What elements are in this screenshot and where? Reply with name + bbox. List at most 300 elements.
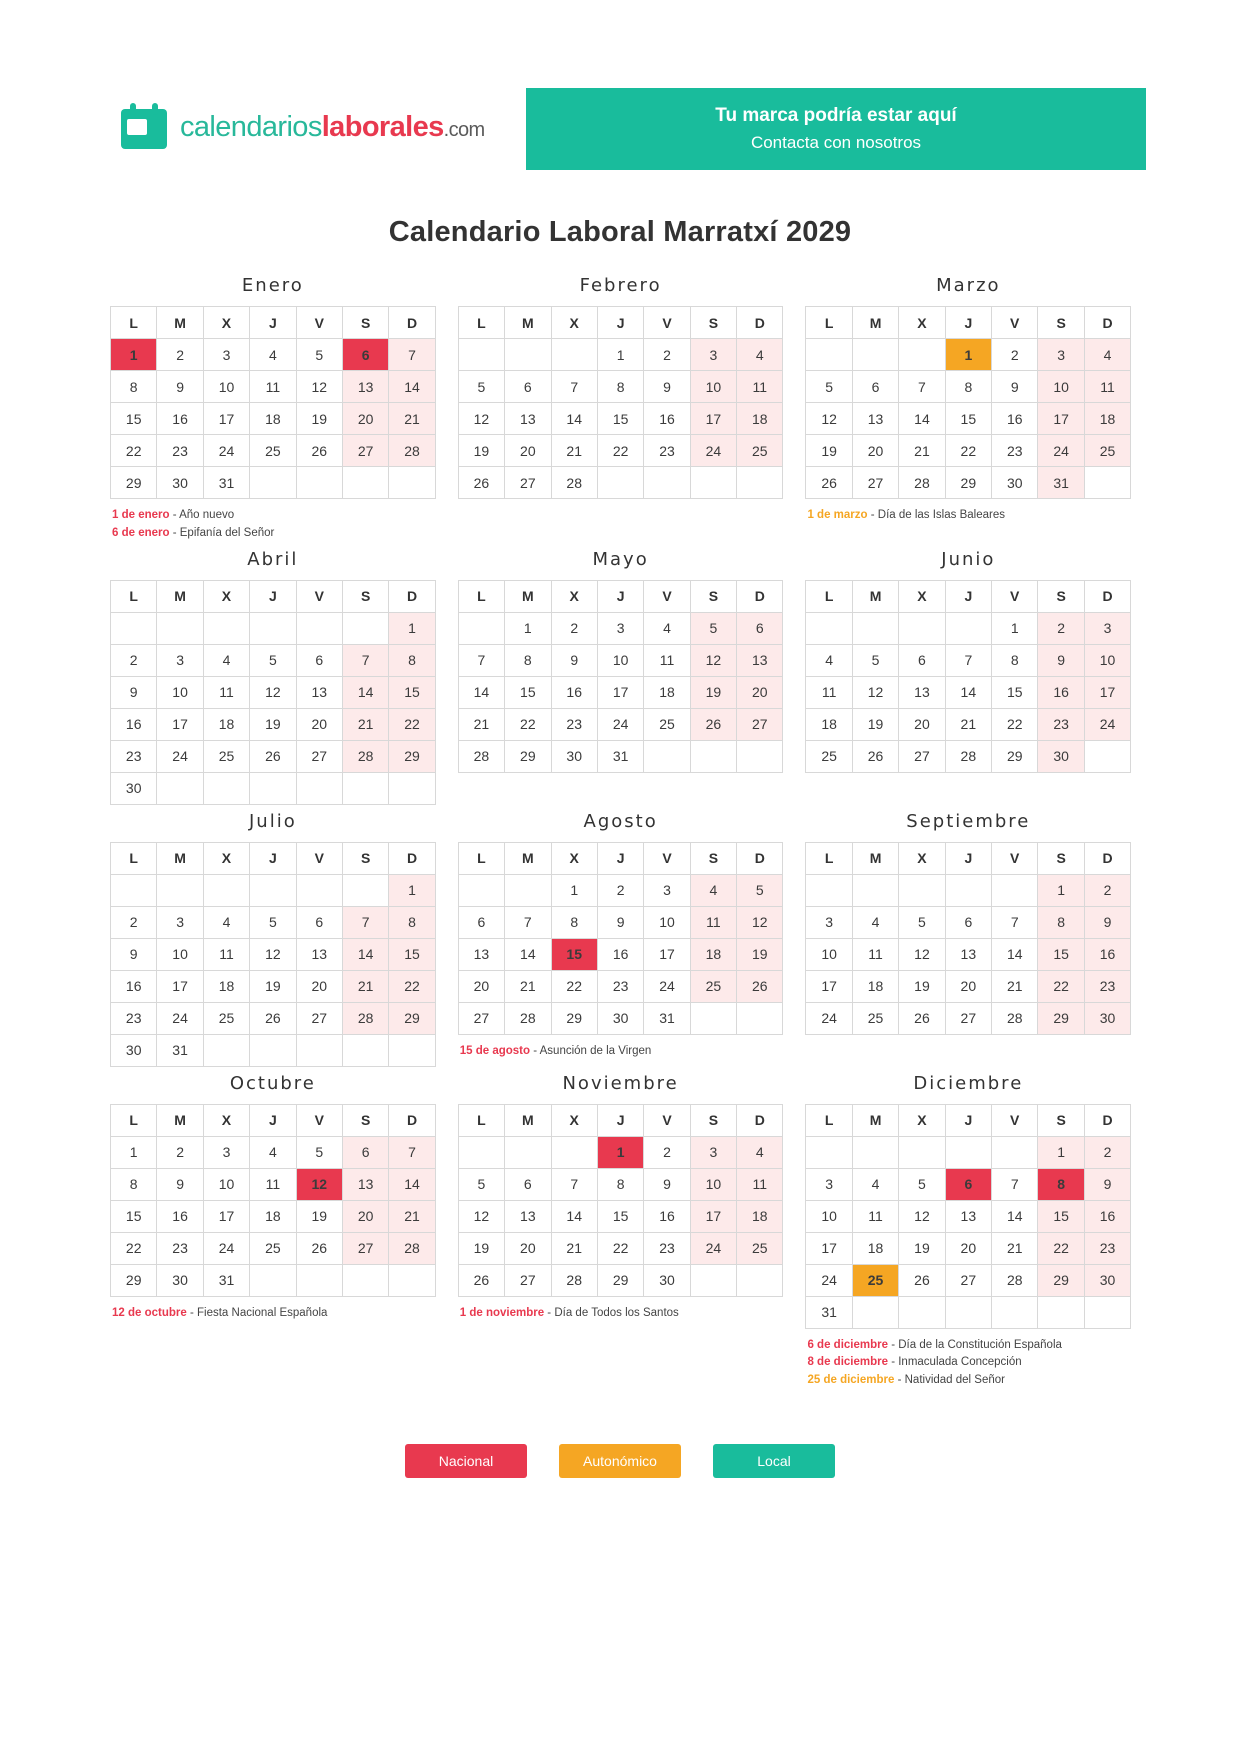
day-cell[interactable]: 25 xyxy=(737,435,783,467)
day-cell[interactable]: 7 xyxy=(945,644,991,676)
day-cell[interactable]: 4 xyxy=(203,644,249,676)
day-cell[interactable]: 5 xyxy=(296,339,342,371)
day-cell[interactable]: 15 xyxy=(945,403,991,435)
day-cell[interactable]: 24 xyxy=(157,740,203,772)
day-cell[interactable]: 9 xyxy=(1038,644,1084,676)
day-cell[interactable]: 25 xyxy=(203,1002,249,1034)
day-cell[interactable]: 24 xyxy=(690,1232,736,1264)
day-cell[interactable]: 30 xyxy=(644,1264,690,1296)
day-cell[interactable]: 1 xyxy=(505,612,551,644)
day-cell[interactable]: 30 xyxy=(157,1264,203,1296)
day-cell[interactable]: 14 xyxy=(342,938,388,970)
day-cell[interactable]: 19 xyxy=(250,708,296,740)
day-cell[interactable]: 23 xyxy=(111,740,157,772)
day-cell[interactable]: 14 xyxy=(992,938,1038,970)
day-cell[interactable]: 24 xyxy=(1038,435,1084,467)
day-cell[interactable]: 17 xyxy=(1038,403,1084,435)
day-cell[interactable]: 15 xyxy=(111,403,157,435)
day-cell[interactable]: 31 xyxy=(203,1264,249,1296)
day-cell[interactable]: 26 xyxy=(250,1002,296,1034)
day-cell[interactable]: 1 xyxy=(389,612,435,644)
day-cell[interactable]: 28 xyxy=(389,1232,435,1264)
day-cell[interactable]: 3 xyxy=(690,1136,736,1168)
day-cell[interactable]: 16 xyxy=(551,676,597,708)
day-cell[interactable]: 21 xyxy=(342,970,388,1002)
day-cell[interactable]: 4 xyxy=(250,339,296,371)
day-cell[interactable]: 2 xyxy=(1084,1136,1130,1168)
day-cell[interactable]: 9 xyxy=(1084,906,1130,938)
day-cell[interactable]: 3 xyxy=(806,1168,852,1200)
day-cell[interactable]: 2 xyxy=(644,339,690,371)
day-cell[interactable]: 30 xyxy=(1084,1002,1130,1034)
day-cell[interactable]: 17 xyxy=(203,403,249,435)
day-cell[interactable]: 26 xyxy=(899,1264,945,1296)
day-cell[interactable]: 23 xyxy=(1084,970,1130,1002)
day-cell[interactable]: 3 xyxy=(157,644,203,676)
day-cell[interactable]: 12 xyxy=(458,1200,504,1232)
day-cell[interactable]: 13 xyxy=(296,938,342,970)
day-cell[interactable]: 31 xyxy=(1038,467,1084,499)
day-cell[interactable]: 11 xyxy=(852,938,898,970)
day-cell[interactable]: 20 xyxy=(458,970,504,1002)
day-cell[interactable]: 27 xyxy=(737,708,783,740)
day-cell[interactable]: 19 xyxy=(899,970,945,1002)
day-cell[interactable]: 2 xyxy=(992,339,1038,371)
day-cell[interactable]: 15 xyxy=(1038,1200,1084,1232)
day-cell[interactable]: 5 xyxy=(737,874,783,906)
day-cell[interactable]: 8 xyxy=(389,906,435,938)
day-cell[interactable]: 21 xyxy=(551,1232,597,1264)
day-cell[interactable]: 7 xyxy=(992,906,1038,938)
day-cell[interactable]: 3 xyxy=(597,612,643,644)
day-cell[interactable]: 10 xyxy=(1084,644,1130,676)
day-cell[interactable]: 4 xyxy=(737,1136,783,1168)
day-cell[interactable]: 10 xyxy=(203,371,249,403)
day-cell[interactable]: 28 xyxy=(551,1264,597,1296)
day-cell[interactable]: 4 xyxy=(644,612,690,644)
day-cell[interactable]: 13 xyxy=(852,403,898,435)
day-cell[interactable]: 29 xyxy=(945,467,991,499)
day-cell[interactable]: 24 xyxy=(157,1002,203,1034)
day-cell[interactable]: 20 xyxy=(342,1200,388,1232)
day-cell[interactable]: 29 xyxy=(389,740,435,772)
day-cell[interactable]: 13 xyxy=(505,1200,551,1232)
day-cell[interactable]: 3 xyxy=(1084,612,1130,644)
day-cell[interactable]: 14 xyxy=(551,1200,597,1232)
day-cell[interactable]: 8 xyxy=(597,371,643,403)
day-cell[interactable]: 24 xyxy=(690,435,736,467)
day-cell[interactable]: 17 xyxy=(806,970,852,1002)
day-cell[interactable]: 19 xyxy=(296,1200,342,1232)
day-cell[interactable]: 23 xyxy=(157,435,203,467)
day-cell[interactable]: 19 xyxy=(296,403,342,435)
day-cell[interactable]: 7 xyxy=(342,906,388,938)
day-cell[interactable]: 9 xyxy=(111,938,157,970)
day-cell[interactable]: 1 xyxy=(1038,1136,1084,1168)
day-cell[interactable]: 27 xyxy=(505,467,551,499)
day-cell[interactable]: 4 xyxy=(690,874,736,906)
day-cell[interactable]: 18 xyxy=(806,708,852,740)
day-cell[interactable]: 18 xyxy=(690,938,736,970)
day-cell[interactable]: 21 xyxy=(992,970,1038,1002)
day-cell[interactable]: 16 xyxy=(157,1200,203,1232)
day-cell[interactable]: 19 xyxy=(690,676,736,708)
day-cell[interactable]: 28 xyxy=(551,467,597,499)
day-cell[interactable]: 16 xyxy=(1084,1200,1130,1232)
day-cell[interactable]: 15 xyxy=(505,676,551,708)
day-cell[interactable]: 4 xyxy=(250,1136,296,1168)
day-cell[interactable]: 6 xyxy=(505,1168,551,1200)
day-cell[interactable]: 3 xyxy=(690,339,736,371)
day-cell[interactable]: 16 xyxy=(111,970,157,1002)
day-cell[interactable]: 8 xyxy=(505,644,551,676)
day-cell[interactable]: 15 xyxy=(389,938,435,970)
day-cell[interactable]: 20 xyxy=(342,403,388,435)
day-cell[interactable]: 12 xyxy=(458,403,504,435)
day-cell[interactable]: 15 xyxy=(597,1200,643,1232)
day-cell[interactable]: 11 xyxy=(737,371,783,403)
day-cell[interactable]: 9 xyxy=(157,1168,203,1200)
day-cell[interactable]: 14 xyxy=(389,1168,435,1200)
day-cell[interactable]: 20 xyxy=(296,970,342,1002)
legend-chip-local[interactable]: Local xyxy=(713,1444,835,1478)
day-cell[interactable]: 8 xyxy=(111,1168,157,1200)
day-cell[interactable]: 18 xyxy=(203,970,249,1002)
legend-chip-autonomico[interactable]: Autonómico xyxy=(559,1444,681,1478)
day-cell[interactable]: 20 xyxy=(899,708,945,740)
day-cell[interactable]: 17 xyxy=(690,1200,736,1232)
day-cell[interactable]: 23 xyxy=(992,435,1038,467)
day-cell[interactable]: 19 xyxy=(899,1232,945,1264)
day-cell[interactable]: 28 xyxy=(342,1002,388,1034)
day-cell[interactable]: 22 xyxy=(389,708,435,740)
day-cell[interactable]: 13 xyxy=(296,676,342,708)
day-cell[interactable]: 2 xyxy=(111,906,157,938)
day-cell[interactable]: 29 xyxy=(389,1002,435,1034)
day-cell[interactable]: 25 xyxy=(250,1232,296,1264)
day-cell[interactable]: 2 xyxy=(157,1136,203,1168)
day-cell[interactable]: 25 xyxy=(203,740,249,772)
day-cell[interactable]: 29 xyxy=(505,740,551,772)
day-cell[interactable]: 4 xyxy=(737,339,783,371)
day-cell[interactable]: 18 xyxy=(1084,403,1130,435)
day-cell[interactable]: 11 xyxy=(250,371,296,403)
day-cell[interactable]: 28 xyxy=(945,740,991,772)
day-cell[interactable]: 7 xyxy=(505,906,551,938)
day-cell[interactable]: 10 xyxy=(806,938,852,970)
legend-chip-nacional[interactable]: Nacional xyxy=(405,1444,527,1478)
day-cell[interactable]: 28 xyxy=(992,1264,1038,1296)
day-cell[interactable]: 24 xyxy=(806,1264,852,1296)
day-cell[interactable]: 8 xyxy=(551,906,597,938)
day-cell[interactable]: 13 xyxy=(342,371,388,403)
day-cell[interactable]: 2 xyxy=(1038,612,1084,644)
day-cell[interactable]: 14 xyxy=(992,1200,1038,1232)
day-cell[interactable]: 7 xyxy=(458,644,504,676)
day-cell[interactable]: 30 xyxy=(992,467,1038,499)
day-cell[interactable]: 12 xyxy=(296,371,342,403)
day-cell[interactable]: 29 xyxy=(551,1002,597,1034)
day-cell[interactable]: 21 xyxy=(458,708,504,740)
day-cell[interactable]: 25 xyxy=(852,1002,898,1034)
day-cell[interactable]: 21 xyxy=(389,403,435,435)
day-cell[interactable]: 26 xyxy=(458,1264,504,1296)
day-cell[interactable]: 23 xyxy=(644,1232,690,1264)
day-cell[interactable]: 30 xyxy=(111,1034,157,1066)
day-cell[interactable]: 22 xyxy=(111,435,157,467)
day-cell[interactable]: 14 xyxy=(342,676,388,708)
day-cell[interactable]: 7 xyxy=(551,371,597,403)
day-cell[interactable]: 17 xyxy=(203,1200,249,1232)
day-cell[interactable]: 19 xyxy=(852,708,898,740)
day-cell[interactable]: 27 xyxy=(505,1264,551,1296)
day-cell[interactable]: 11 xyxy=(690,906,736,938)
day-cell[interactable]: 4 xyxy=(852,906,898,938)
day-cell[interactable]: 10 xyxy=(157,938,203,970)
day-cell[interactable]: 18 xyxy=(644,676,690,708)
day-cell[interactable]: 30 xyxy=(597,1002,643,1034)
day-cell[interactable]: 1 xyxy=(111,1136,157,1168)
day-cell[interactable]: 31 xyxy=(203,467,249,499)
day-cell[interactable]: 10 xyxy=(644,906,690,938)
day-cell[interactable]: 21 xyxy=(551,435,597,467)
holiday-day-cell[interactable]: 8 xyxy=(1038,1168,1084,1200)
day-cell[interactable]: 16 xyxy=(1038,676,1084,708)
day-cell[interactable]: 24 xyxy=(644,970,690,1002)
day-cell[interactable]: 13 xyxy=(458,938,504,970)
day-cell[interactable]: 20 xyxy=(505,435,551,467)
day-cell[interactable]: 19 xyxy=(458,435,504,467)
day-cell[interactable]: 23 xyxy=(644,435,690,467)
day-cell[interactable]: 7 xyxy=(551,1168,597,1200)
day-cell[interactable]: 5 xyxy=(852,644,898,676)
day-cell[interactable]: 26 xyxy=(899,1002,945,1034)
day-cell[interactable]: 12 xyxy=(250,676,296,708)
day-cell[interactable]: 3 xyxy=(644,874,690,906)
day-cell[interactable]: 11 xyxy=(250,1168,296,1200)
day-cell[interactable]: 9 xyxy=(111,676,157,708)
day-cell[interactable]: 6 xyxy=(899,644,945,676)
day-cell[interactable]: 6 xyxy=(737,612,783,644)
day-cell[interactable]: 5 xyxy=(250,906,296,938)
day-cell[interactable]: 16 xyxy=(992,403,1038,435)
day-cell[interactable]: 28 xyxy=(389,435,435,467)
day-cell[interactable]: 30 xyxy=(551,740,597,772)
day-cell[interactable]: 11 xyxy=(644,644,690,676)
day-cell[interactable]: 6 xyxy=(296,906,342,938)
day-cell[interactable]: 18 xyxy=(203,708,249,740)
day-cell[interactable]: 12 xyxy=(899,938,945,970)
day-cell[interactable]: 19 xyxy=(250,970,296,1002)
day-cell[interactable]: 14 xyxy=(458,676,504,708)
day-cell[interactable]: 4 xyxy=(203,906,249,938)
day-cell[interactable]: 4 xyxy=(806,644,852,676)
holiday-day-cell[interactable]: 15 xyxy=(551,938,597,970)
day-cell[interactable]: 28 xyxy=(899,467,945,499)
day-cell[interactable]: 13 xyxy=(945,938,991,970)
day-cell[interactable]: 7 xyxy=(342,644,388,676)
holiday-day-cell[interactable]: 25 xyxy=(852,1264,898,1296)
day-cell[interactable]: 3 xyxy=(806,906,852,938)
day-cell[interactable]: 22 xyxy=(992,708,1038,740)
day-cell[interactable]: 27 xyxy=(342,435,388,467)
day-cell[interactable]: 5 xyxy=(806,371,852,403)
day-cell[interactable]: 3 xyxy=(157,906,203,938)
day-cell[interactable]: 20 xyxy=(737,676,783,708)
day-cell[interactable]: 15 xyxy=(111,1200,157,1232)
day-cell[interactable]: 17 xyxy=(157,708,203,740)
day-cell[interactable]: 5 xyxy=(250,644,296,676)
day-cell[interactable]: 2 xyxy=(157,339,203,371)
day-cell[interactable]: 9 xyxy=(644,1168,690,1200)
day-cell[interactable]: 30 xyxy=(1038,740,1084,772)
day-cell[interactable]: 9 xyxy=(644,371,690,403)
day-cell[interactable]: 5 xyxy=(458,1168,504,1200)
day-cell[interactable]: 13 xyxy=(342,1168,388,1200)
day-cell[interactable]: 17 xyxy=(644,938,690,970)
day-cell[interactable]: 29 xyxy=(111,467,157,499)
day-cell[interactable]: 23 xyxy=(157,1232,203,1264)
day-cell[interactable]: 1 xyxy=(551,874,597,906)
day-cell[interactable]: 12 xyxy=(737,906,783,938)
day-cell[interactable]: 1 xyxy=(597,339,643,371)
day-cell[interactable]: 15 xyxy=(597,403,643,435)
day-cell[interactable]: 25 xyxy=(690,970,736,1002)
day-cell[interactable]: 18 xyxy=(737,403,783,435)
day-cell[interactable]: 16 xyxy=(157,403,203,435)
day-cell[interactable]: 24 xyxy=(597,708,643,740)
day-cell[interactable]: 23 xyxy=(1084,1232,1130,1264)
day-cell[interactable]: 6 xyxy=(505,371,551,403)
day-cell[interactable]: 21 xyxy=(899,435,945,467)
ad-banner[interactable] xyxy=(526,88,1146,170)
day-cell[interactable]: 21 xyxy=(945,708,991,740)
day-cell[interactable]: 30 xyxy=(111,772,157,804)
day-cell[interactable]: 27 xyxy=(945,1264,991,1296)
day-cell[interactable]: 25 xyxy=(250,435,296,467)
day-cell[interactable]: 2 xyxy=(1084,874,1130,906)
holiday-day-cell[interactable]: 1 xyxy=(597,1136,643,1168)
day-cell[interactable]: 26 xyxy=(296,1232,342,1264)
day-cell[interactable]: 30 xyxy=(157,467,203,499)
day-cell[interactable]: 15 xyxy=(1038,938,1084,970)
day-cell[interactable]: 15 xyxy=(992,676,1038,708)
day-cell[interactable]: 26 xyxy=(806,467,852,499)
day-cell[interactable]: 3 xyxy=(203,339,249,371)
day-cell[interactable]: 31 xyxy=(806,1296,852,1328)
day-cell[interactable]: 16 xyxy=(111,708,157,740)
day-cell[interactable]: 6 xyxy=(342,1136,388,1168)
day-cell[interactable]: 6 xyxy=(852,371,898,403)
day-cell[interactable]: 20 xyxy=(945,970,991,1002)
day-cell[interactable]: 11 xyxy=(203,676,249,708)
day-cell[interactable]: 26 xyxy=(737,970,783,1002)
day-cell[interactable]: 13 xyxy=(505,403,551,435)
day-cell[interactable]: 24 xyxy=(203,435,249,467)
day-cell[interactable]: 14 xyxy=(945,676,991,708)
day-cell[interactable]: 18 xyxy=(852,1232,898,1264)
day-cell[interactable]: 12 xyxy=(806,403,852,435)
day-cell[interactable]: 17 xyxy=(1084,676,1130,708)
day-cell[interactable]: 13 xyxy=(737,644,783,676)
day-cell[interactable]: 28 xyxy=(458,740,504,772)
day-cell[interactable]: 6 xyxy=(296,644,342,676)
day-cell[interactable]: 8 xyxy=(1038,906,1084,938)
day-cell[interactable]: 8 xyxy=(945,371,991,403)
day-cell[interactable]: 20 xyxy=(296,708,342,740)
day-cell[interactable]: 17 xyxy=(157,970,203,1002)
day-cell[interactable]: 22 xyxy=(945,435,991,467)
day-cell[interactable]: 27 xyxy=(945,1002,991,1034)
day-cell[interactable]: 12 xyxy=(899,1200,945,1232)
day-cell[interactable]: 17 xyxy=(806,1232,852,1264)
day-cell[interactable]: 18 xyxy=(250,1200,296,1232)
day-cell[interactable]: 2 xyxy=(111,644,157,676)
day-cell[interactable]: 27 xyxy=(852,467,898,499)
day-cell[interactable]: 22 xyxy=(597,1232,643,1264)
day-cell[interactable]: 21 xyxy=(992,1232,1038,1264)
day-cell[interactable]: 14 xyxy=(551,403,597,435)
day-cell[interactable]: 20 xyxy=(505,1232,551,1264)
day-cell[interactable]: 14 xyxy=(389,371,435,403)
day-cell[interactable]: 16 xyxy=(597,938,643,970)
holiday-day-cell[interactable]: 12 xyxy=(296,1168,342,1200)
day-cell[interactable]: 20 xyxy=(852,435,898,467)
day-cell[interactable]: 5 xyxy=(458,371,504,403)
day-cell[interactable]: 12 xyxy=(250,938,296,970)
day-cell[interactable]: 7 xyxy=(899,371,945,403)
day-cell[interactable]: 22 xyxy=(505,708,551,740)
day-cell[interactable]: 9 xyxy=(597,906,643,938)
day-cell[interactable]: 23 xyxy=(597,970,643,1002)
day-cell[interactable]: 10 xyxy=(203,1168,249,1200)
day-cell[interactable]: 22 xyxy=(551,970,597,1002)
day-cell[interactable]: 19 xyxy=(806,435,852,467)
day-cell[interactable]: 1 xyxy=(1038,874,1084,906)
day-cell[interactable]: 22 xyxy=(389,970,435,1002)
day-cell[interactable]: 6 xyxy=(945,906,991,938)
day-cell[interactable]: 22 xyxy=(597,435,643,467)
day-cell[interactable]: 28 xyxy=(505,1002,551,1034)
day-cell[interactable]: 12 xyxy=(690,644,736,676)
day-cell[interactable]: 9 xyxy=(1084,1168,1130,1200)
day-cell[interactable]: 7 xyxy=(992,1168,1038,1200)
day-cell[interactable]: 26 xyxy=(690,708,736,740)
day-cell[interactable]: 29 xyxy=(597,1264,643,1296)
day-cell[interactable]: 11 xyxy=(852,1200,898,1232)
day-cell[interactable]: 11 xyxy=(203,938,249,970)
day-cell[interactable]: 13 xyxy=(899,676,945,708)
day-cell[interactable]: 1 xyxy=(992,612,1038,644)
day-cell[interactable]: 23 xyxy=(111,1002,157,1034)
day-cell[interactable]: 11 xyxy=(806,676,852,708)
day-cell[interactable]: 10 xyxy=(597,644,643,676)
day-cell[interactable]: 9 xyxy=(157,371,203,403)
day-cell[interactable]: 26 xyxy=(852,740,898,772)
day-cell[interactable]: 26 xyxy=(296,435,342,467)
day-cell[interactable]: 15 xyxy=(389,676,435,708)
day-cell[interactable]: 2 xyxy=(644,1136,690,1168)
day-cell[interactable]: 22 xyxy=(1038,970,1084,1002)
day-cell[interactable]: 9 xyxy=(992,371,1038,403)
day-cell[interactable]: 8 xyxy=(111,371,157,403)
day-cell[interactable]: 18 xyxy=(250,403,296,435)
day-cell[interactable]: 5 xyxy=(899,1168,945,1200)
day-cell[interactable]: 17 xyxy=(597,676,643,708)
day-cell[interactable]: 22 xyxy=(111,1232,157,1264)
day-cell[interactable]: 14 xyxy=(505,938,551,970)
day-cell[interactable]: 25 xyxy=(644,708,690,740)
